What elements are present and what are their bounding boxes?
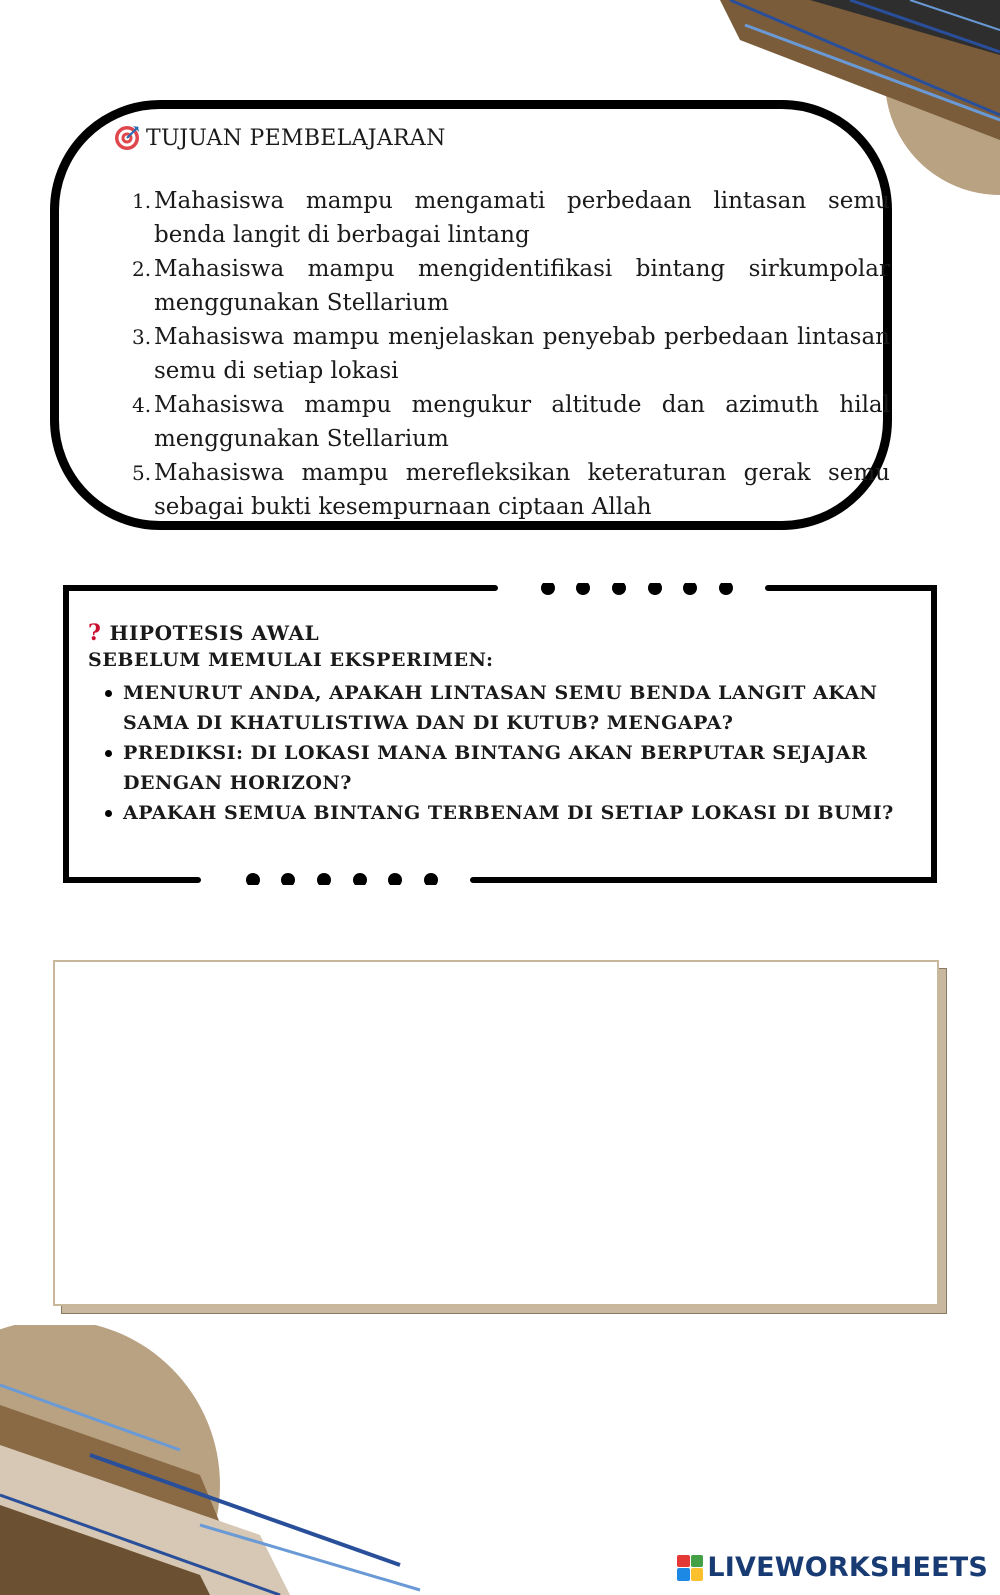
liveworksheets-logo[interactable] <box>677 1552 988 1583</box>
item-number: 2. <box>132 257 152 281</box>
question-icon: ? <box>88 620 102 646</box>
logo-mark-icon <box>677 1555 703 1581</box>
item-text: Mahasiswa mampu menjelaskan penyebab perbedaan lintasan semu di setiap lokasi <box>154 324 890 384</box>
item-number: 5. <box>132 461 152 485</box>
bullet-icon <box>105 690 112 697</box>
item-text: Mahasiswa mampu merefleksikan keteraturan gerak semu sebagai bukti kesempurnaan ciptaan Allah <box>154 460 890 520</box>
objectives-heading <box>114 125 446 151</box>
list-item <box>132 320 890 388</box>
target-icon <box>114 125 140 151</box>
list-item <box>123 798 903 828</box>
bullet-icon <box>105 750 112 757</box>
list-item <box>132 456 890 524</box>
hypothesis-title: HIPOTESIS AWAL <box>109 621 320 645</box>
hypothesis-list <box>123 678 903 828</box>
item-text: MENURUT ANDA, APAKAH LINTASAN SEMU BENDA LANGIT AKAN SAMA DI KHATULISTIWA DAN DI KUTUB? MENGAPA? <box>123 682 878 734</box>
list-item <box>132 388 890 456</box>
item-text: Mahasiswa mampu mengukur altitude dan azimuth hilal menggunakan Stellarium <box>154 392 890 452</box>
objectives-list <box>132 184 890 524</box>
item-text: Mahasiswa mampu mengamati perbedaan lintasan semu benda langit di berbagai lintang <box>154 188 890 248</box>
item-number: 1. <box>132 189 152 213</box>
item-number: 4. <box>132 393 152 417</box>
bullet-icon <box>105 810 112 817</box>
bottom-left-decoration <box>0 1325 440 1595</box>
objectives-title: TUJUAN PEMBELAJARAN <box>146 125 446 151</box>
list-item <box>123 678 903 738</box>
item-number: 3. <box>132 325 152 349</box>
item-text: PREDIKSI: DI LOKASI MANA BINTANG AKAN BERPUTAR SEJAJAR DENGAN HORIZON? <box>123 742 868 794</box>
list-item <box>132 184 890 252</box>
item-text: Mahasiswa mampu mengidentifikasi bintang sirkumpolar menggunakan Stellarium <box>154 256 890 316</box>
hypothesis-subtitle: SEBELUM MEMULAI EKSPERIMEN: <box>88 649 494 671</box>
answer-box[interactable] <box>53 960 939 1306</box>
logo-text: LIVEWORKSHEETS <box>707 1552 988 1583</box>
list-item <box>123 738 903 798</box>
item-text: APAKAH SEMUA BINTANG TERBENAM DI SETIAP LOKASI DI BUMI? <box>123 802 894 824</box>
hypothesis-heading <box>88 620 319 646</box>
objectives-card <box>50 100 892 530</box>
hypothesis-box <box>63 583 937 885</box>
list-item <box>132 252 890 320</box>
